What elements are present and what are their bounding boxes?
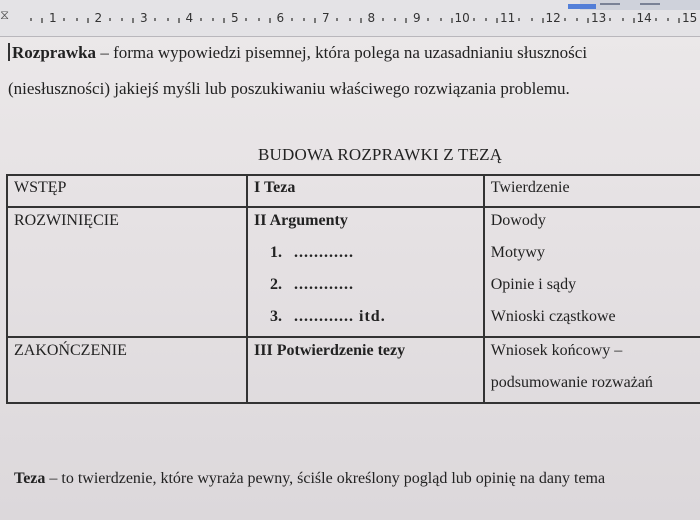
right-item: podsumowanie rozważań (490, 374, 653, 391)
horizontal-ruler[interactable] (0, 0, 700, 37)
ruler-tick (314, 18, 316, 23)
teza-term: Teza (14, 470, 46, 487)
ruler-tick (132, 18, 134, 23)
ruler-number: 13 (591, 11, 607, 25)
ruler-tick (76, 18, 78, 21)
ruler-number: 11 (500, 11, 516, 25)
ruler-number: 5 (231, 11, 239, 25)
ruler-number: 14 (636, 11, 652, 25)
list-item: 2. ............ (270, 276, 355, 293)
ruler-tick (336, 18, 338, 21)
ruler-tick (200, 18, 202, 21)
middle-heading: I Teza (254, 179, 296, 196)
cell-middle (247, 337, 484, 403)
right-item: Motywy (490, 244, 545, 261)
right-item: Twierdzenie (490, 179, 570, 196)
right-item: Wnioski cząstkowe (490, 308, 616, 325)
ruler-tick (655, 18, 657, 21)
ruler-tick (349, 18, 351, 21)
ruler-tick (587, 18, 589, 23)
ruler-number: 4 (185, 11, 194, 25)
teza-definition (14, 470, 605, 488)
ruler-tick (622, 18, 624, 21)
table-row-rozwiniecie (7, 207, 700, 337)
ruler-tick (258, 18, 260, 21)
structure-table (6, 174, 700, 404)
table-row-zakonczenie (7, 337, 700, 403)
ruler-tick (531, 18, 533, 21)
table-row-wstep (7, 175, 700, 207)
section-label: WSTĘP (14, 179, 67, 196)
ruler-tick (678, 18, 680, 23)
ruler-tick (269, 18, 271, 23)
ruler-tick (41, 18, 43, 23)
ruler-tick (405, 18, 407, 23)
ruler-number: 12 (545, 11, 561, 25)
ruler-tick (30, 18, 32, 21)
ruler-tick (109, 18, 111, 21)
ruler-tick (87, 18, 89, 23)
ruler-tick (178, 18, 180, 23)
tab-stop-marker[interactable] (568, 4, 596, 9)
ruler-tick (485, 18, 487, 21)
ruler-tick (451, 18, 453, 23)
definition-term: Rozprawka (12, 43, 97, 62)
definition-line-1 (8, 42, 587, 64)
ruler-tick (518, 18, 520, 21)
ruler-tick (291, 18, 293, 21)
definition-text-1: – forma wypowiedzi pisemnej, która polega na uzasadnianiu słuszności (96, 43, 588, 62)
ruler-tick (303, 18, 305, 21)
right-item: Opinie i sądy (490, 276, 577, 293)
toolbar-edge (580, 0, 700, 10)
ruler-tick (473, 18, 475, 21)
ruler-tick (167, 18, 169, 21)
definition-line-2: (niesłuszności) jakiejś myśli lub poszukiwaniu właściwego rozwiązania problemu. (8, 79, 570, 98)
cell-right (484, 175, 700, 207)
teza-text: – to twierdzenie, które wyraża pewny, ściśle określony pogląd lub opinię na dany tema (45, 470, 606, 487)
section-label: ROZWINIĘCIE (14, 212, 119, 229)
table-title: BUDOWA ROZPRAWKI Z TEZĄ (258, 145, 503, 164)
ruler-tick (360, 18, 362, 23)
ruler-tick (212, 18, 214, 21)
ruler-tick (576, 18, 578, 21)
ruler-tick (382, 18, 384, 21)
section-label: ZAKOŃCZENIE (14, 342, 127, 359)
ruler-number: 7 (322, 11, 330, 25)
cell-right (484, 207, 700, 337)
cell-right (484, 337, 700, 403)
middle-heading: III Potwierdzenie tezy (254, 342, 406, 359)
ruler-tick (609, 18, 611, 21)
ruler-number: 6 (276, 11, 285, 25)
ruler-tick (63, 18, 65, 21)
cell-middle (247, 207, 484, 337)
ruler-tick (154, 18, 156, 21)
ruler-tick (440, 18, 442, 21)
list-item: 3. ............ itd. (270, 308, 386, 325)
ruler-tick (394, 18, 396, 21)
ruler-tick (496, 18, 498, 23)
ruler-number: 9 (413, 11, 421, 25)
cell-section (7, 207, 247, 337)
ruler-number: 8 (367, 11, 376, 25)
list-item: 1. ............ (270, 244, 355, 261)
cell-section (7, 175, 247, 207)
ruler-number: 1 (49, 11, 57, 25)
text-cursor (8, 43, 10, 61)
ruler-number: 2 (94, 11, 103, 25)
ruler-tick (564, 18, 566, 21)
ruler-tick (542, 18, 544, 23)
right-item: Wniosek końcowy – (490, 342, 623, 359)
right-item: Dowody (490, 212, 546, 229)
ruler-tick (121, 18, 123, 21)
cell-section (7, 337, 247, 403)
indent-marker-icon[interactable]: ⧖ (0, 8, 10, 23)
ruler-tick (427, 18, 429, 21)
ruler-tick (633, 18, 635, 23)
ruler-tick (245, 18, 247, 21)
ruler-number: 15 (682, 11, 698, 25)
ruler-tick (223, 18, 225, 23)
ruler-number: 10 (454, 11, 470, 25)
middle-heading: II Argumenty (254, 212, 348, 229)
ruler-number: 3 (140, 11, 148, 25)
ruler-tick (667, 18, 669, 21)
cell-middle (247, 175, 484, 207)
